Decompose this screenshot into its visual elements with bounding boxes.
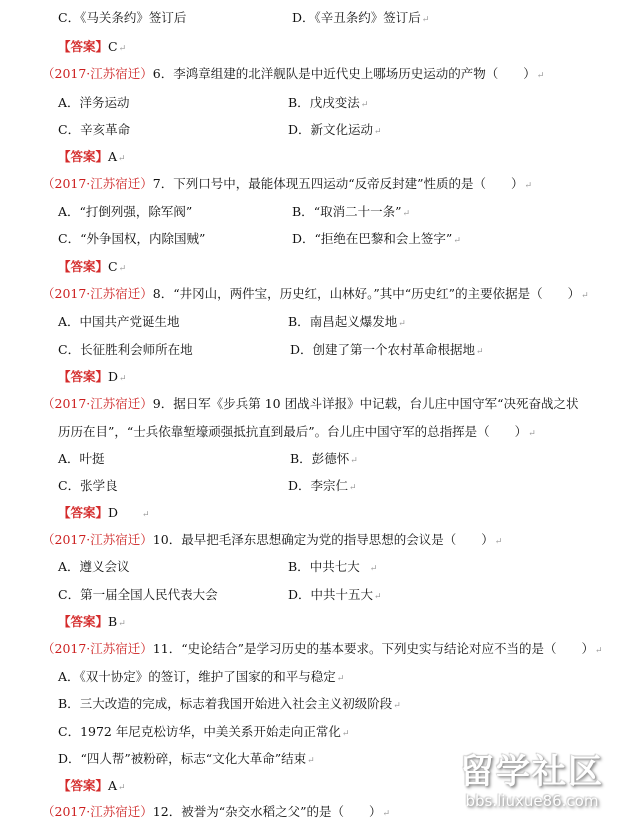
question-9-stem-cont: 历历在目”，“士兵依靠堑壕顽强抵抗直到最后”。台儿庄中国守军的总指挥是（ ）↵ xyxy=(58,424,536,439)
return-mark-icon: ↵ xyxy=(307,756,315,766)
q6-answer-line xyxy=(58,149,126,167)
return-mark-icon: ↵ xyxy=(476,347,484,357)
q8-option-d: D．创建了第一个农村革命根据地↵ xyxy=(290,342,484,357)
return-mark-icon: ↵ xyxy=(360,100,369,110)
q8-option-a: A．中国共产党诞生地 xyxy=(58,314,180,329)
q6-option-d: D．新文化运动↵ xyxy=(288,122,382,137)
q6-option-b: B．戊戌变法↵ xyxy=(288,95,369,110)
return-mark-icon: ↵ xyxy=(382,809,391,819)
return-mark-icon: ↵ xyxy=(142,510,150,520)
answer-line xyxy=(58,39,126,57)
return-mark-icon: ↵ xyxy=(118,154,126,164)
return-mark-icon: ↵ xyxy=(374,127,382,137)
option-d: D．《辛丑条约》签订后↵ xyxy=(292,10,430,25)
q7-option-a: A．“打倒列强，除军阀” xyxy=(58,204,193,219)
question-9-stem: （2017·江苏宿迁）9．据日军《步兵第 10 团战斗详报》中记载，台儿庄中国守军“决死奋战之状 xyxy=(42,396,579,411)
question-12-stem: （2017·江苏宿迁）12．被誉为“杂交水稻之父”的是（ ）↵ xyxy=(42,804,391,819)
answer-value: A xyxy=(108,149,118,164)
return-mark-icon: ↵ xyxy=(349,483,357,493)
return-mark-icon: ↵ xyxy=(341,729,350,739)
question-source: （2017·江苏宿迁） xyxy=(42,641,153,656)
return-mark-icon: ↵ xyxy=(398,319,406,329)
watermark-title: 留学社区 xyxy=(460,752,604,792)
answer-label: 【答案】 xyxy=(58,39,109,54)
question-source: （2017·江苏宿迁） xyxy=(42,66,153,81)
return-mark-icon: ↵ xyxy=(369,564,378,574)
answer-label: 【答案】 xyxy=(58,614,109,629)
return-mark-icon: ↵ xyxy=(536,71,545,81)
q9-option-b: B．彭德怀↵ xyxy=(290,451,358,466)
q9-option-a: A．叶挺 xyxy=(58,451,105,466)
return-mark-icon: ↵ xyxy=(402,209,411,219)
question-source: （2017·江苏宿迁） xyxy=(42,176,153,191)
return-mark-icon: ↵ xyxy=(524,181,533,191)
return-mark-icon: ↵ xyxy=(118,619,126,629)
q11-option-b: B．三大改造的完成，标志着我国开始进入社会主义初级阶段↵ xyxy=(58,696,401,711)
q7-option-d: D．“拒绝在巴黎和会上签字”↵ xyxy=(292,231,461,246)
q9-option-d: D．李宗仁↵ xyxy=(288,478,357,493)
answer-label: 【答案】 xyxy=(58,778,109,793)
watermark-url: bbs.liuxue86.com xyxy=(465,792,599,810)
return-mark-icon: ↵ xyxy=(528,429,536,439)
site-watermark xyxy=(452,752,612,820)
q7-option-b: B．“取消二十一条”↵ xyxy=(292,204,411,219)
q10-option-b: B．中共七大 ↵ xyxy=(288,559,378,574)
return-mark-icon: ↵ xyxy=(119,374,127,384)
q11-option-a: A．《双十协定》的签订，维护了国家的和平与稳定↵ xyxy=(58,669,345,684)
return-mark-icon: ↵ xyxy=(393,701,401,711)
return-mark-icon: ↵ xyxy=(118,264,127,274)
answer-value: C xyxy=(108,39,118,54)
q7-option-c: C．“外争国权，内除国贼” xyxy=(58,231,206,246)
q9-answer-line xyxy=(58,505,150,523)
q8-answer-line xyxy=(58,369,127,387)
option-c: C．《马关条约》签订后 xyxy=(58,10,187,25)
return-mark-icon: ↵ xyxy=(118,44,127,54)
q11-answer-line xyxy=(58,778,126,796)
q8-option-b: B．南昌起义爆发地↵ xyxy=(288,314,406,329)
q9-option-c: C．张学良 xyxy=(58,478,118,493)
q6-option-a: A．洋务运动 xyxy=(58,95,130,110)
question-source: （2017·江苏宿迁） xyxy=(42,286,153,301)
q10-option-d: D．中共十五大↵ xyxy=(288,587,382,602)
answer-value: D xyxy=(108,505,119,520)
question-source: （2017·江苏宿迁） xyxy=(42,804,153,819)
return-mark-icon: ↵ xyxy=(374,592,382,602)
q10-option-a: A．遵义会议 xyxy=(58,559,130,574)
question-8-stem: （2017·江苏宿迁）8．“井冈山，两件宝，历史红，山林好。”其中“历史红”的主要依据是（ ）↵ xyxy=(42,286,589,301)
answer-value: A xyxy=(108,778,118,793)
q8-option-c: C．长征胜利会师所在地 xyxy=(58,342,193,357)
return-mark-icon: ↵ xyxy=(595,646,603,656)
return-mark-icon: ↵ xyxy=(581,291,589,301)
answer-label: 【答案】 xyxy=(58,505,109,520)
q6-option-c: C．辛亥革命 xyxy=(58,122,131,137)
answer-label: 【答案】 xyxy=(58,259,109,274)
return-mark-icon: ↵ xyxy=(118,783,126,793)
q11-option-c: C．1972 年尼克松访华，中美关系开始走向正常化↵ xyxy=(58,724,350,739)
return-mark-icon: ↵ xyxy=(336,674,345,684)
question-6-stem: （2017·江苏宿迁）6．李鸿章组建的北洋舰队是中近代史上哪场历史运动的产物（ ）↵ xyxy=(42,66,545,81)
return-mark-icon: ↵ xyxy=(494,537,503,547)
answer-label: 【答案】 xyxy=(58,149,109,164)
q11-option-d: D．“四人帮”被粉碎，标志“文化大革命”结束↵ xyxy=(58,751,315,766)
question-11-stem: （2017·江苏宿迁）11．“史论结合”是学习历史的基本要求。下列史实与结论对应不当的是（ ）↵ xyxy=(42,641,603,656)
return-mark-icon: ↵ xyxy=(350,456,358,466)
q10-option-c: C．第一届全国人民代表大会 xyxy=(58,587,218,602)
answer-value: D xyxy=(108,369,119,384)
question-7-stem: （2017·江苏宿迁）7．下列口号中，最能体现五四运动“反帝反封建”性质的是（ ）↵ xyxy=(42,176,533,191)
answer-label: 【答案】 xyxy=(58,369,109,384)
question-10-stem: （2017·江苏宿迁）10．最早把毛泽东思想确定为党的指导思想的会议是（ ）↵ xyxy=(42,532,503,547)
question-source: （2017·江苏宿迁） xyxy=(42,532,153,547)
q7-answer-line xyxy=(58,259,126,277)
answer-value: C xyxy=(108,259,118,274)
q10-answer-line xyxy=(58,614,126,632)
question-source: （2017·江苏宿迁） xyxy=(42,396,153,411)
return-mark-icon: ↵ xyxy=(453,236,461,246)
answer-value: B xyxy=(108,614,118,629)
return-mark-icon: ↵ xyxy=(421,15,430,25)
